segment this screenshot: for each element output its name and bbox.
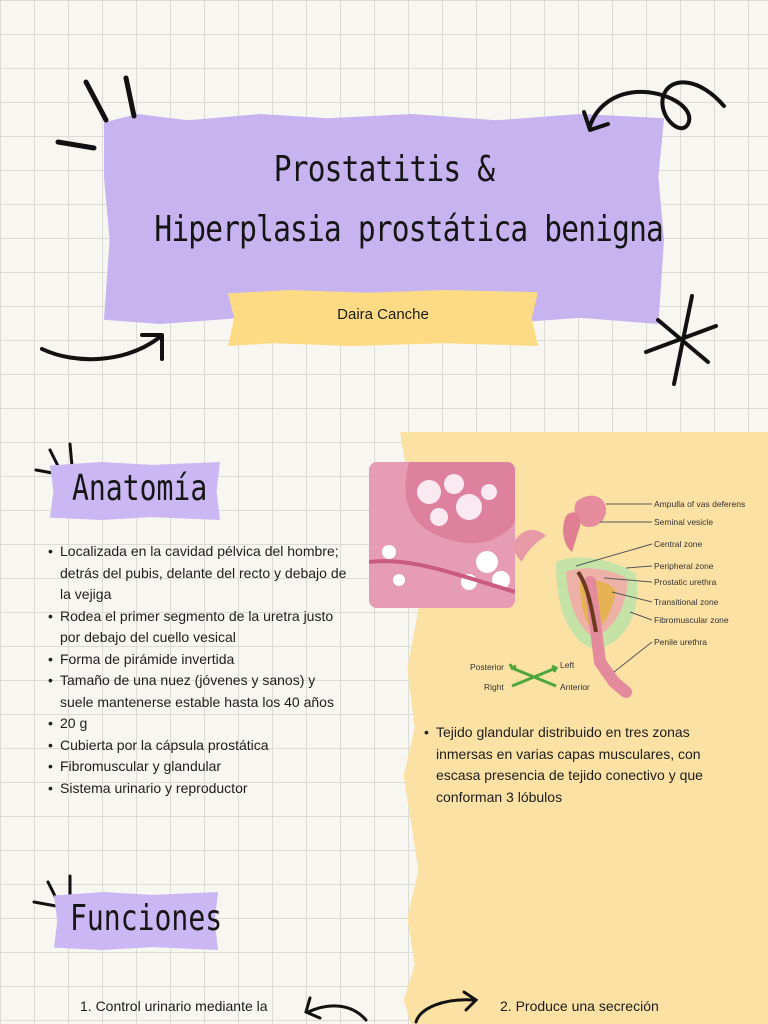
compass-right: Right — [484, 682, 504, 692]
prostate-diagram — [466, 482, 766, 702]
star-doodle-icon — [640, 290, 730, 390]
funcion-item-1: 1. Control urinario mediante la — [80, 998, 268, 1014]
list-item: • Tamaño de una nuez (jóvenes y sanos) y suele mantenerse estable hasta los 40 años — [48, 670, 348, 713]
list-item: • Sistema urinario y reproductor — [48, 778, 348, 800]
diagram-label: Prostatic urethra — [654, 577, 717, 587]
funciones-heading: Funciones — [70, 898, 223, 939]
compass-posterior: Posterior — [470, 662, 505, 672]
diagram-label: Transitional zone — [654, 597, 719, 607]
diagram-label: Peripheral zone — [654, 561, 714, 571]
anatomia-list — [48, 541, 348, 799]
curly-arrow-icon — [580, 68, 730, 178]
tejido-list — [424, 722, 744, 808]
diagram-label: Penile urethra — [654, 637, 707, 647]
anatomia-heading: Anatomía — [72, 468, 208, 509]
swoosh-arrow-icon — [36, 325, 176, 375]
compass-arrows-icon — [510, 664, 556, 686]
list-item: • Rodea el primer segmento de la uretra justo por debajo del cuello vesical — [48, 606, 348, 649]
list-item: • Tejido glandular distribuido en tres zonas inmersas en varias capas musculares, con escasa presencia de tejido conectivo y que conforman 3 lóbulos — [424, 722, 744, 808]
diagram-label: Central zone — [654, 539, 703, 549]
diagram-label: Seminal vesicle — [654, 517, 714, 527]
page-title — [154, 140, 663, 260]
diagram-label: Ampulla of vas deferens — [654, 499, 746, 509]
list-item: • Forma de pirámide invertida — [48, 649, 348, 671]
compass-left: Left — [560, 660, 575, 670]
list-item: • 20 g — [48, 713, 348, 735]
funcion-item-2: 2. Produce una secreción — [500, 998, 659, 1014]
list-item: • Fibromuscular y glandular — [48, 756, 348, 778]
author-name: Daira Canche — [337, 306, 429, 323]
list-item: • Cubierta por la cápsula prostática — [48, 735, 348, 757]
sparkle-lines-icon — [50, 70, 150, 160]
title-line-2: Hiperplasia prostática benigna — [154, 209, 663, 250]
compass-anterior: Anterior — [560, 682, 590, 692]
curved-arrow-icon — [410, 990, 490, 1024]
diagram-label: Fibromuscular zone — [654, 615, 729, 625]
title-line-1: Prostatitis & — [273, 149, 495, 190]
list-item: • Localizada en la cavidad pélvica del hombre; detrás del pubis, delante del recto y debajo de la vejiga — [48, 541, 348, 606]
curved-arrow-icon — [296, 990, 376, 1024]
